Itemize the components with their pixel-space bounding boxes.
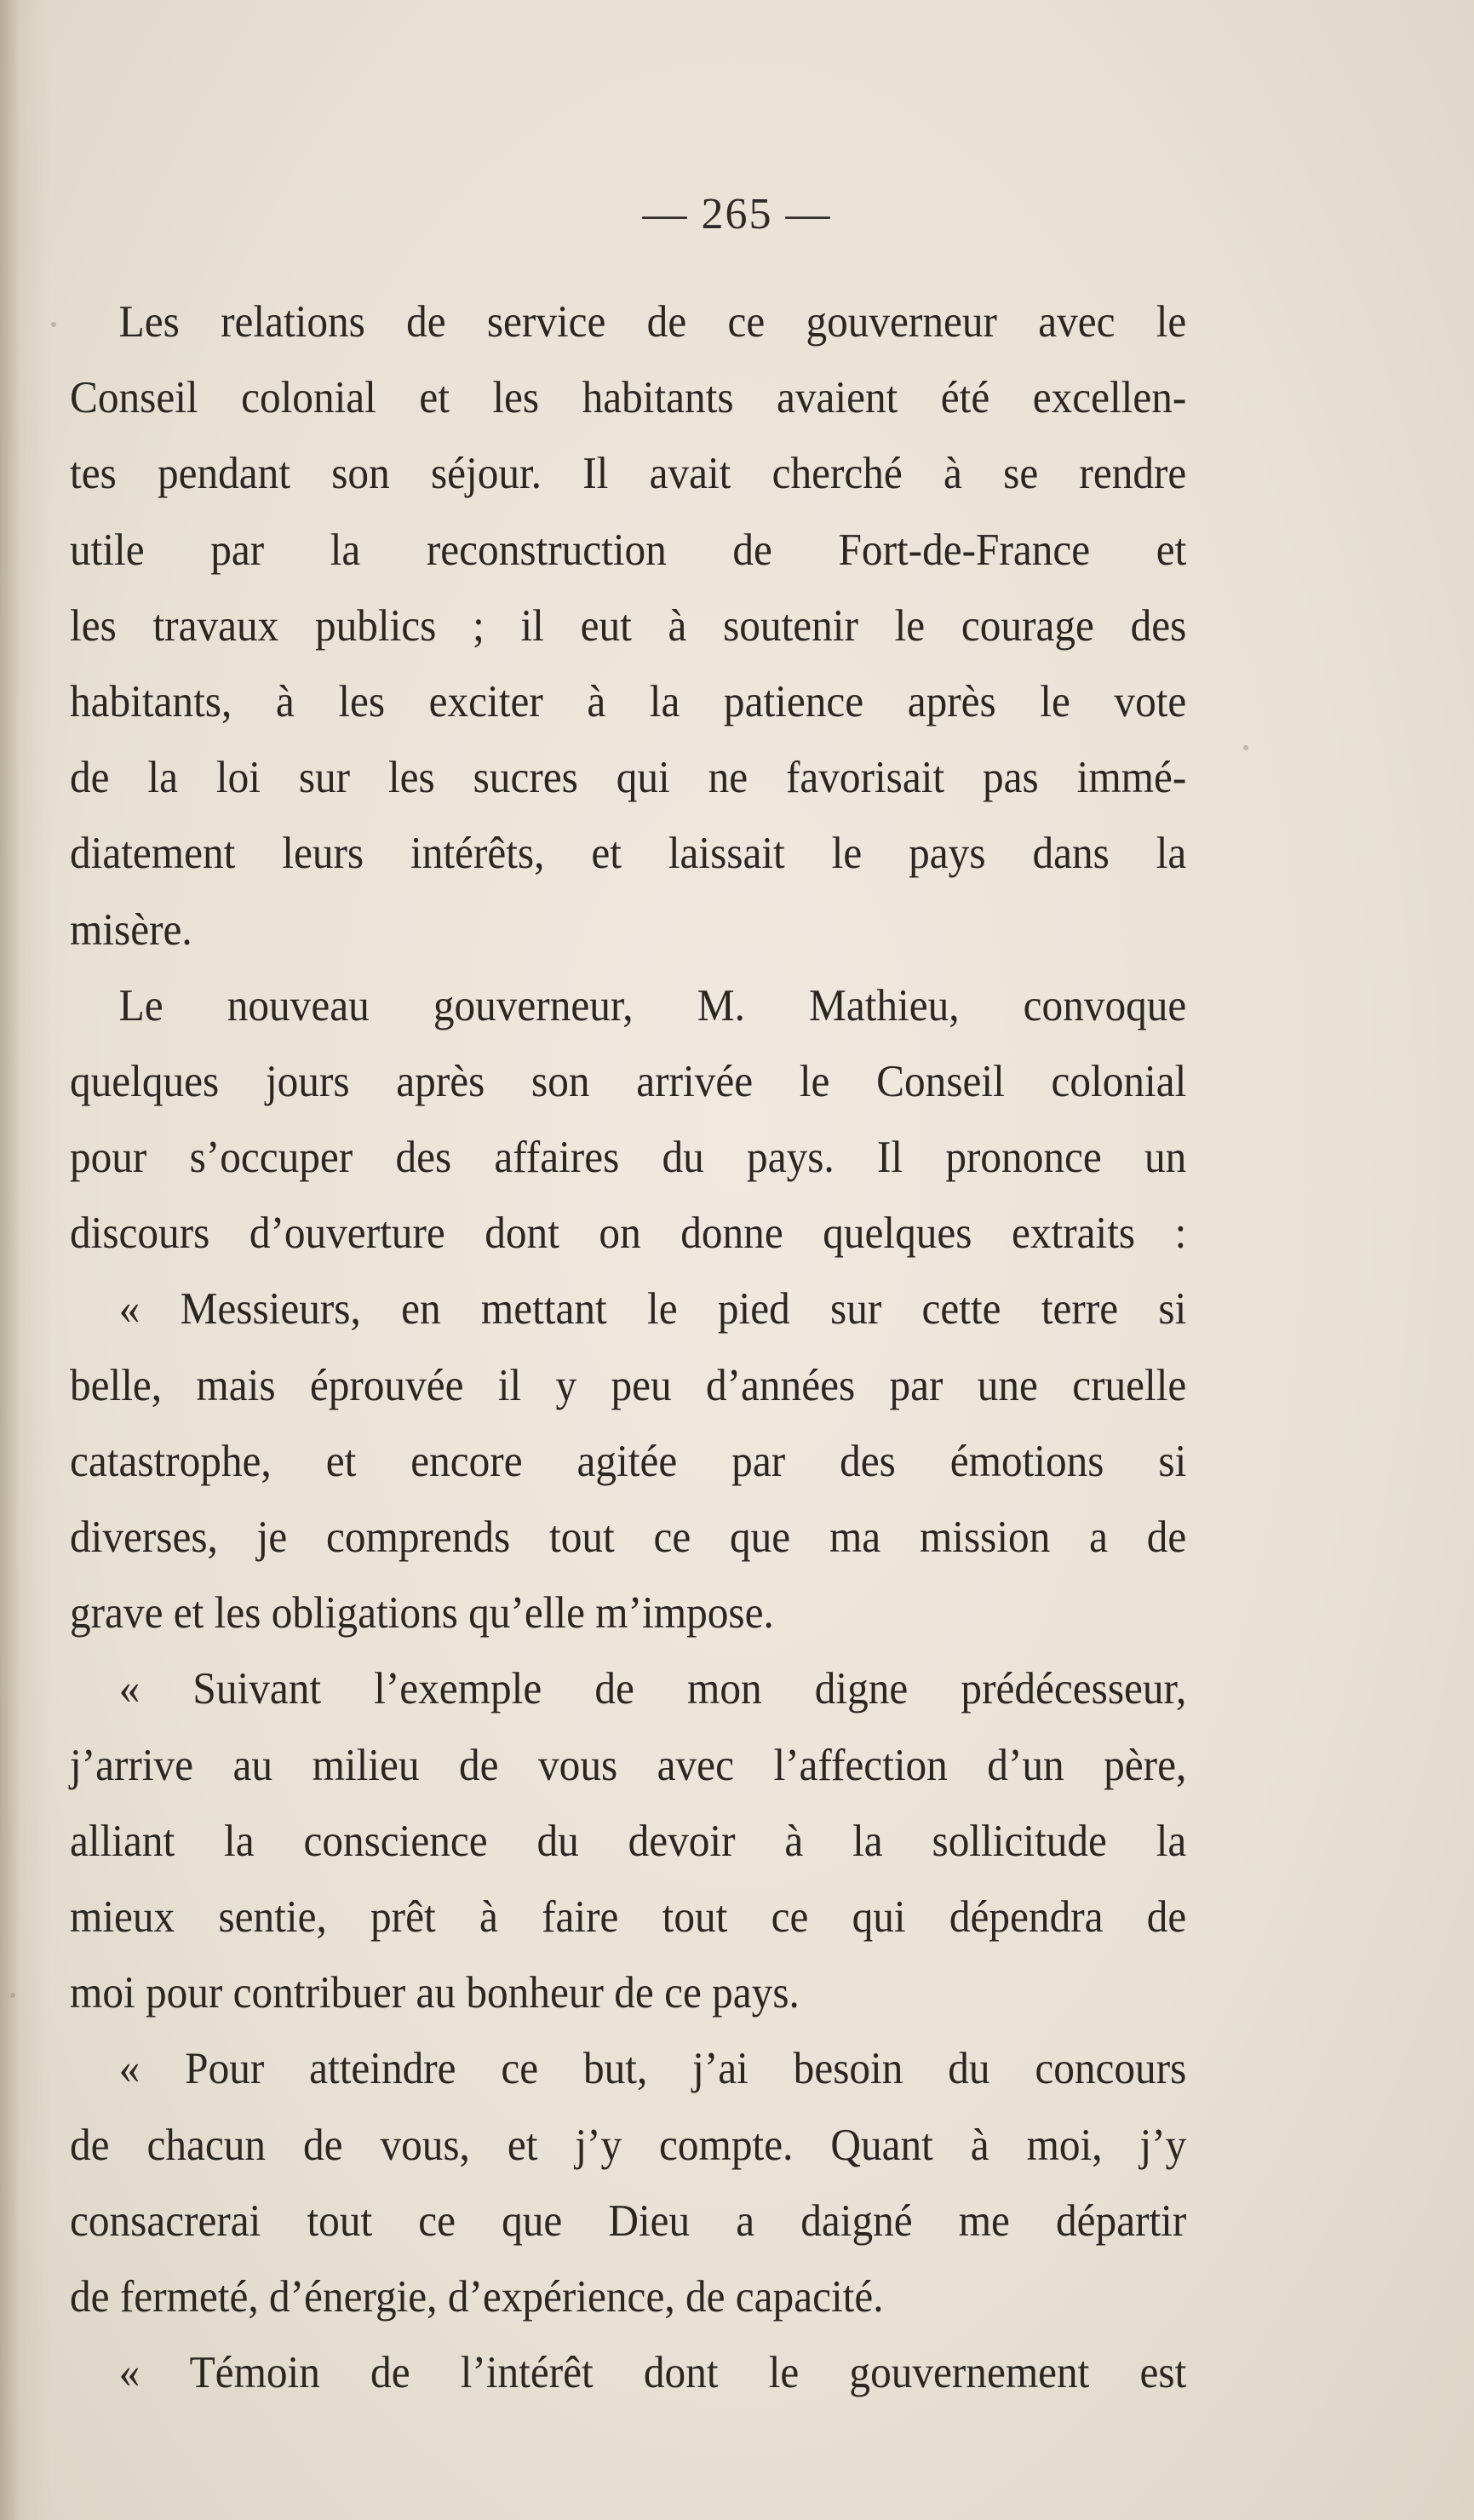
paper-speck — [51, 322, 56, 327]
text-line: « Pour atteindre ce but, j’ai besoin du concours — [118, 2044, 1187, 2094]
text-line: j’arrive au milieu de vous avec l’affection d’un père, — [70, 1740, 1187, 1790]
text-line: alliant la conscience du devoir à la sollicitude la — [70, 1816, 1187, 1866]
text-line: Les relations de service de ce gouverneur avec le — [118, 297, 1187, 347]
text-line: discours d’ouverture dont on donne quelques extraits : — [70, 1208, 1187, 1259]
text-line: Conseil colonial et les habitants avaient été excellen- — [70, 373, 1187, 423]
text-line: diatement leurs intérêts, et laissait le pays dans la — [70, 829, 1187, 879]
text-line: catastrophe, et encore agitée par des émotions si — [70, 1436, 1187, 1486]
text-line: grave et les obligations qu’elle m’impose. — [70, 1588, 774, 1639]
text-line: de chacun de vous, et j’y compte. Quant à moi, j’y — [70, 2120, 1187, 2170]
page-number: — 265 — — [642, 190, 832, 238]
text-line: moi pour contribuer au bonheur de ce pays. — [70, 1968, 800, 2018]
paper-speck — [1243, 745, 1248, 750]
spine-shadow — [0, 0, 51, 2520]
text-line: les travaux publics ; il eut à soutenir le courage des — [70, 600, 1187, 651]
text-line: consacrerai tout ce que Dieu a daigné me départir — [70, 2196, 1187, 2246]
text-line: de fermeté, d’énergie, d’expérience, de capacité. — [70, 2271, 884, 2322]
text-line: quelques jours après son arrivée le Conseil colonial — [70, 1056, 1187, 1106]
text-line: habitants, à les exciter à la patience après le vote — [70, 676, 1187, 726]
text-line: « Suivant l’exemple de mon digne prédécesseur, — [118, 1664, 1187, 1714]
text-line: diverses, je comprends tout ce que ma mission a de — [70, 1513, 1187, 1562]
text-line: tes pendant son séjour. Il avait cherché à se rendre — [70, 449, 1187, 499]
text-line: pour s’occuper des affaires du pays. Il prononce un — [70, 1133, 1187, 1183]
text-line: misère. — [70, 904, 192, 955]
paper-speck — [10, 1993, 15, 1998]
text-line: utile par la reconstruction de Fort-de-France et — [70, 525, 1187, 575]
text-line: « Messieurs, en mettant le pied sur cette terre si — [118, 1284, 1187, 1335]
text-line: belle, mais éprouvée il y peu d’années par une cruelle — [70, 1360, 1187, 1410]
text-line: de la loi sur les sucres qui ne favorisait pas immé- — [70, 753, 1187, 803]
text-line: mieux sentie, prêt à faire tout ce qui dépendra de — [70, 1891, 1187, 1942]
body-text — [70, 284, 1186, 2411]
text-line: « Témoin de l’intérêt dont le gouvernement est — [118, 2348, 1187, 2398]
text-line: Le nouveau gouverneur, M. Mathieu, convoque — [118, 980, 1187, 1030]
